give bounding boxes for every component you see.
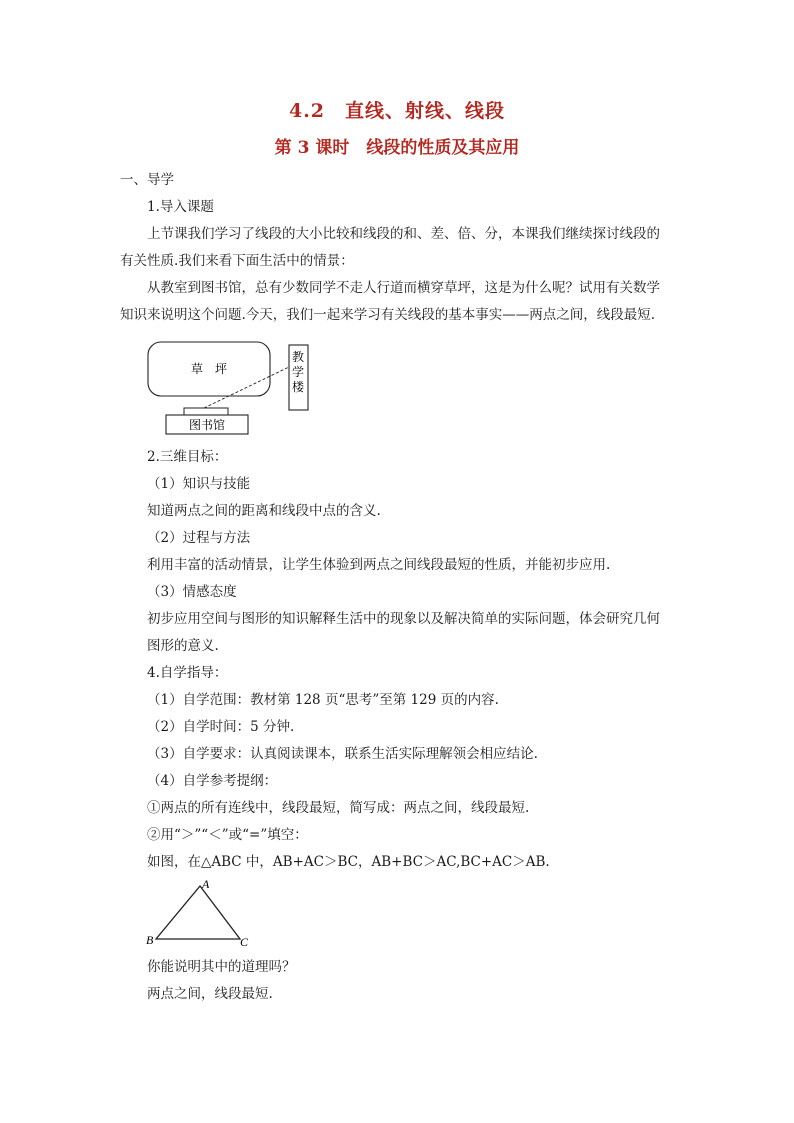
section-heading-guide: 一、导学 (120, 172, 174, 188)
goal-text: 初步应用空间与图形的知识解释生活中的现象以及解决简单的实际问题，体会研究几何 (147, 611, 660, 627)
guide-item: （1）自学范围：教材第 128 页“思考”至第 129 页的内容. (147, 692, 499, 708)
goal-heading: （2）过程与方法 (147, 530, 251, 546)
goal-heading: （3）情感态度 (147, 584, 237, 600)
triangle-diagram (140, 876, 260, 952)
building-label-2: 学 (291, 365, 305, 379)
library-label: 图书馆 (188, 418, 226, 432)
paragraph-line: 从教室到图书馆，总有少数同学不走人行道而横穿草坪，这是为什么呢？试用有关数学 (147, 280, 660, 296)
lesson-title: 4.2 直线、射线、线段 (288, 100, 506, 122)
goal-text: 知道两点之间的距离和线段中点的含义. (147, 503, 381, 519)
lesson-subtitle: 第 3 课时 线段的性质及其应用 (274, 138, 520, 158)
subheading-self-study: 4.自学指导： (147, 665, 228, 681)
lawn-label: 草 坪 (190, 362, 228, 376)
vertex-b-label: B (146, 933, 154, 947)
library-top-shape (184, 408, 228, 415)
outline-item: ②用“＞”“＜”或“=”填空： (147, 827, 308, 843)
paragraph-line: 有关性质.我们来看下面生活中的情景： (120, 253, 354, 269)
campus-diagram (140, 335, 320, 440)
vertex-a-label: A (202, 877, 210, 891)
paragraph-line: 上节课我们学习了线段的大小比较和线段的和、差、倍、分，本课我们继续探讨线段的 (147, 226, 660, 242)
paragraph-line: 知识来说明这个问题.今天，我们一起来学习有关线段的基本事实——两点之间，线段最短. (120, 307, 656, 323)
building-label-1: 教 (291, 350, 305, 364)
goal-text: 利用丰富的活动情景，让学生体验到两点之间线段最短的性质，并能初步应用. (147, 557, 611, 573)
goal-heading: （1）知识与技能 (147, 476, 251, 492)
subheading-goals: 2.三维目标： (147, 449, 228, 465)
triangle-abc (156, 886, 240, 939)
question-text: 你能说明其中的道理吗？ (147, 959, 296, 975)
goal-text: 图形的意义. (147, 638, 219, 654)
guide-item: （3）自学要求：认真阅读课本，联系生活实际理解领会相应结论. (147, 746, 538, 762)
guide-item: （2）自学时间：5 分钟. (147, 719, 295, 735)
guide-item: （4）自学参考提纲： (147, 773, 278, 789)
vertex-c-label: C (240, 935, 249, 949)
triangle-statement: 如图，在△ABC 中，AB+AC＞BC，AB+BC＞AC,BC+AC＞AB. (147, 854, 550, 870)
answer-text: 两点之间，线段最短. (147, 986, 273, 1002)
building-label-3: 楼 (291, 380, 305, 394)
subheading-intro: 1.导入课题 (147, 199, 214, 215)
outline-item: ①两点的所有连线中，线段最短，简写成：两点之间，线段最短. (147, 800, 530, 816)
